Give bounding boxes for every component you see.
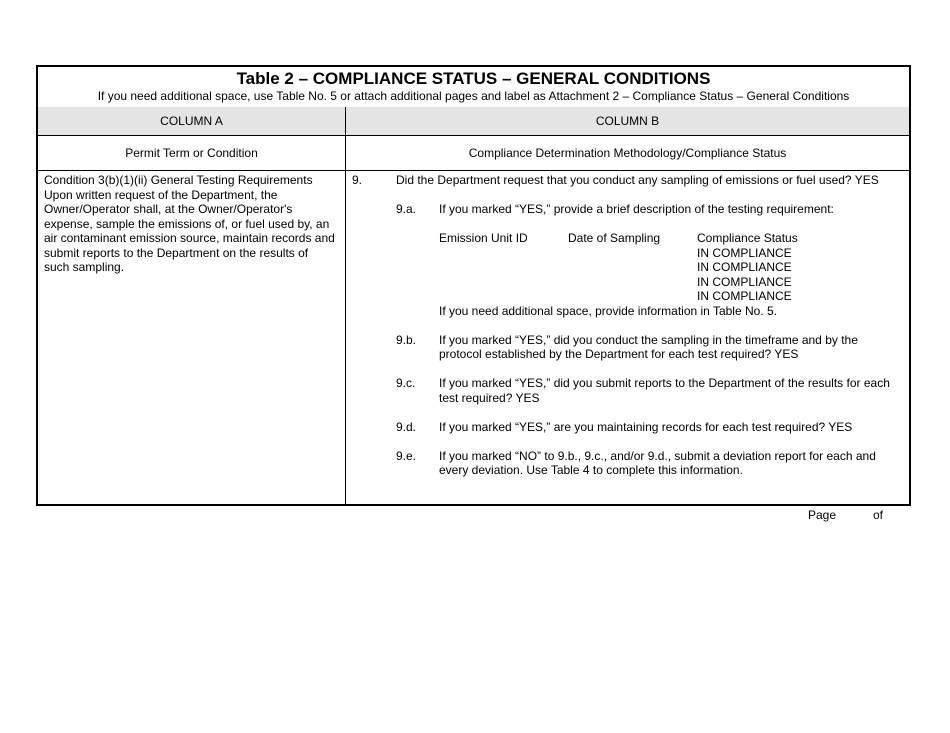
column-subheader-row <box>38 136 909 171</box>
condition-line: submit reports to the Department on the results of <box>44 245 309 260</box>
condition-line: Owner/Operator shall, at the Owner/Operator's <box>44 202 293 216</box>
compliance-status-header: Compliance Status <box>697 231 798 245</box>
question-9c-text: If you marked “YES,” did you submit reports to the Department of the results for each <box>439 376 890 390</box>
question-9b-number: 9.b. <box>396 332 417 347</box>
table-title-row <box>38 67 909 108</box>
question-9c-text: test required? YES <box>439 390 540 405</box>
table-subtitle: If you need additional space, use Table No. 5 or attach additional pages and label as Attachment 2 – Compliance Status – General Conditions <box>97 89 850 103</box>
question-9b-text: protocol established by the Department for each test required? YES <box>439 347 799 361</box>
question-9d-text: If you marked “YES,” are you maintaining records for each test required? YES <box>439 419 853 434</box>
compliance-status-value: IN COMPLIANCE <box>697 245 792 260</box>
compliance-status-value: IN COMPLIANCE <box>697 289 792 303</box>
question-9-text: Did the Department request that you conduct any sampling of emissions or fuel used? YES <box>396 173 879 187</box>
question-9e-number: 9.e. <box>396 448 417 463</box>
condition-line: such sampling. <box>44 260 125 274</box>
question-9b-text: If you marked “YES,” did you conduct the sampling in the timeframe and by the <box>439 332 858 347</box>
question-9e-text: every deviation. Use Table 4 to complete this information. <box>439 463 743 477</box>
column-b-header: COLUMN B <box>595 114 660 128</box>
column-divider <box>345 107 346 504</box>
question-9d-number: 9.d. <box>396 419 417 434</box>
compliance-status-table <box>36 65 911 506</box>
page-label: Page <box>808 508 837 522</box>
question-9-number: 9. <box>352 173 363 187</box>
additional-space-note: If you need additional space, provide information in Table No. 5. <box>439 303 777 318</box>
column-a-subheader: Permit Term or Condition <box>125 146 258 160</box>
compliance-status-value: IN COMPLIANCE <box>697 260 792 274</box>
column-a-header: COLUMN A <box>160 114 223 128</box>
permit-condition-text <box>44 173 339 275</box>
page-of-label: of <box>873 508 884 522</box>
column-header-row <box>38 107 909 136</box>
question-9a-number: 9.a. <box>396 202 417 216</box>
date-of-sampling-header: Date of Sampling <box>568 231 661 245</box>
question-9c-number: 9.c. <box>396 376 416 390</box>
compliance-status-value: IN COMPLIANCE <box>697 274 792 289</box>
condition-line: air contaminant emission source, maintain records and <box>44 231 335 245</box>
condition-line: Upon written request of the Department, the <box>44 187 278 202</box>
question-9a-text: If you marked “YES,” provide a brief description of the testing requirement: <box>439 202 834 216</box>
question-9e-text: If you marked “NO” to 9.b., 9.c., and/or 9.d., submit a deviation report for each and <box>439 448 876 463</box>
emission-unit-id-header: Emission Unit ID <box>439 231 528 245</box>
table-title: Table 2 – COMPLIANCE STATUS – GENERAL CONDITIONS <box>236 69 711 88</box>
condition-line: expense, sample the emissions of, or fuel used by, an <box>44 216 330 231</box>
column-b-subheader: Compliance Determination Methodology/Compliance Status <box>468 146 787 160</box>
condition-line: Condition 3(b)(1)(ii) General Testing Requirements <box>44 173 313 187</box>
